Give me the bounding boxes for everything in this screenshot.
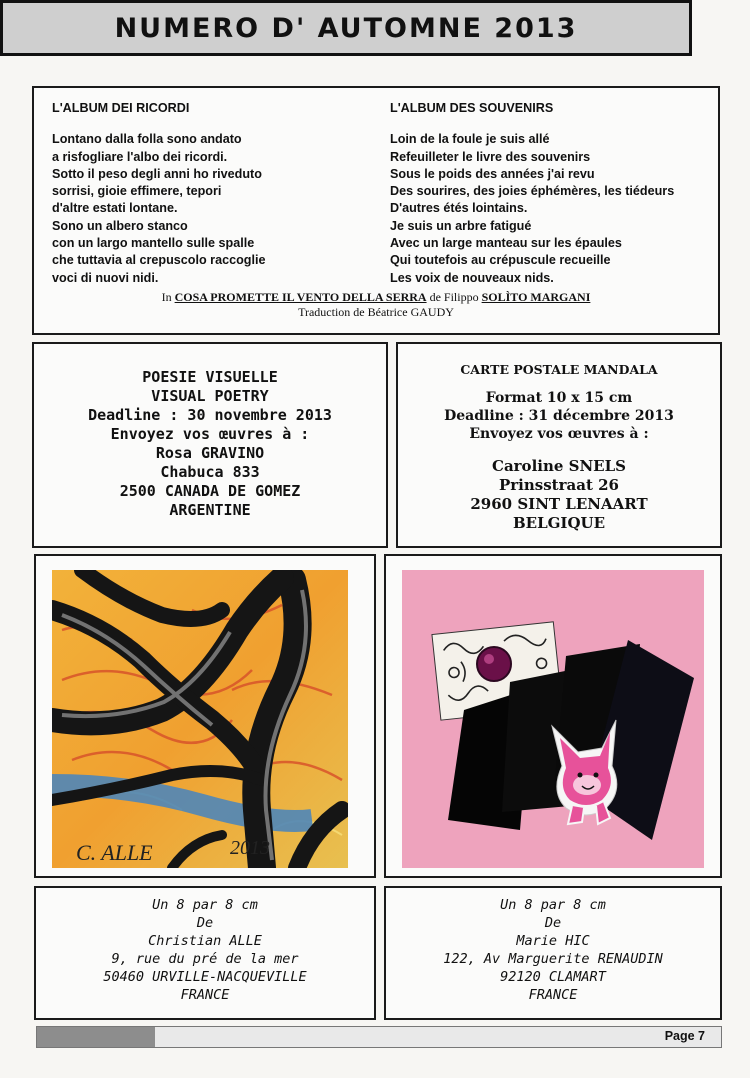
poem-line: Sotto il peso degli anni ho riveduto xyxy=(52,166,262,181)
mandala-detail: Envoyez vos œuvres à : xyxy=(469,426,649,442)
poem-credit xyxy=(34,290,718,320)
artwork-frame-alle xyxy=(34,554,376,878)
artwork-collage xyxy=(402,570,704,868)
poem-line: Sono un albero stanco xyxy=(52,218,188,233)
purple-button xyxy=(477,647,511,681)
credit-line: Christian ALLE xyxy=(148,933,262,949)
poem-italian-title: L'ALBUM DEI RICORDI xyxy=(52,101,190,115)
poem-box xyxy=(32,86,720,335)
mandala-address-line: 2960 SINT LENAART xyxy=(470,495,648,513)
mandala-address-line: BELGIQUE xyxy=(512,514,606,532)
credit-line: De xyxy=(544,915,562,931)
artwork-signature: C. ALLE xyxy=(76,840,153,865)
mandala-detail: Format 10 x 15 cm xyxy=(485,390,633,406)
credit-book-title: COSA PROMETTE IL VENTO DELLA SERRA xyxy=(174,290,427,304)
poesie-line: Envoyez vos œuvres à : xyxy=(110,425,310,443)
credit-box-hic xyxy=(384,886,722,1020)
mandala-detail: Deadline : 31 décembre 2013 xyxy=(444,408,674,424)
poem-line: Avec un large manteau sur les épaules xyxy=(390,236,622,251)
artwork-frame-hic xyxy=(384,554,722,878)
poem-french-title: L'ALBUM DES SOUVENIRS xyxy=(390,101,554,115)
mandala-title: CARTE POSTALE MANDALA xyxy=(460,362,658,377)
poem-italian xyxy=(52,100,265,287)
poem-line: Les voix de nouveaux nids. xyxy=(390,270,554,285)
poem-line: Qui toutefois au crépuscule recueille xyxy=(390,253,611,268)
mandala-address-line: Prinsstraat 26 xyxy=(499,476,619,494)
footer-accent xyxy=(37,1027,155,1047)
credit-by: de Filippo xyxy=(426,290,482,304)
poem-line: D'autres étés lointains. xyxy=(390,201,528,216)
credit-prefix: In xyxy=(161,290,175,304)
poesie-line: VISUAL POETRY xyxy=(151,387,269,405)
poem-line: sorrisi, gioie effimere, tepori xyxy=(52,184,222,199)
footer-bar xyxy=(36,1026,722,1048)
poem-french xyxy=(390,100,674,287)
credit-line: De xyxy=(196,915,214,931)
poem-line: a risfogliare l'albo dei ricordi. xyxy=(52,149,228,164)
page-title: NUMERO D' AUTOMNE 2013 xyxy=(114,12,578,44)
credit-line: 9, rue du pré de la mer xyxy=(111,951,299,967)
mandala-box xyxy=(396,342,722,548)
poem-line: d'altre estati lontane. xyxy=(52,201,178,216)
poem-line: Refeuilleter le livre des souvenirs xyxy=(390,149,591,164)
poesie-line: ARGENTINE xyxy=(169,501,251,519)
credit-line: Un 8 par 8 cm xyxy=(152,897,258,913)
credit-box-alle xyxy=(34,886,376,1020)
poem-line: che tuttavia al crepuscolo raccoglie xyxy=(52,253,266,268)
poem-line: con un largo mantello sulle spalle xyxy=(52,236,255,251)
poem-line: Je suis un arbre fatigué xyxy=(390,218,532,233)
artwork-tree-painting xyxy=(52,570,348,868)
poesie-line: Chabuca 833 xyxy=(160,463,260,481)
poesie-line: POESIE VISUELLE xyxy=(142,368,278,386)
page-number: Page 7 xyxy=(664,1029,705,1043)
poem-line: voci di nuovi nidi. xyxy=(52,270,159,285)
credit-line: Un 8 par 8 cm xyxy=(500,897,606,913)
poem-line: Loin de la foule je suis allé xyxy=(390,132,550,147)
credit-translation: Traduction de Béatrice GAUDY xyxy=(298,305,454,319)
poesie-line: Deadline : 30 novembre 2013 xyxy=(88,406,332,424)
poem-line: Lontano dalla folla sono andato xyxy=(52,132,242,147)
poem-line: Des sourires, des joies éphémères, les tiédeurs xyxy=(390,184,675,199)
credit-line: FRANCE xyxy=(180,987,230,1003)
credit-line: 50460 URVILLE-NACQUEVILLE xyxy=(103,969,307,985)
poesie-line: Rosa GRAVINO xyxy=(155,444,265,462)
credit-author: SOLÌTO MARGANI xyxy=(481,290,591,304)
poem-line: Sous le poids des années j'ai revu xyxy=(390,166,595,181)
credit-line: FRANCE xyxy=(528,987,578,1003)
poesie-visuelle-box xyxy=(32,342,388,548)
credit-line: 92120 CLAMART xyxy=(500,969,606,985)
artwork-year: 2013 xyxy=(230,837,270,859)
poesie-line: 2500 CANADA DE GOMEZ xyxy=(119,482,301,500)
title-banner xyxy=(0,0,692,56)
mandala-address-line: Caroline SNELS xyxy=(492,457,626,475)
credit-line: Marie HIC xyxy=(516,933,590,949)
credit-line: 122, Av Marguerite RENAUDIN xyxy=(443,951,663,967)
